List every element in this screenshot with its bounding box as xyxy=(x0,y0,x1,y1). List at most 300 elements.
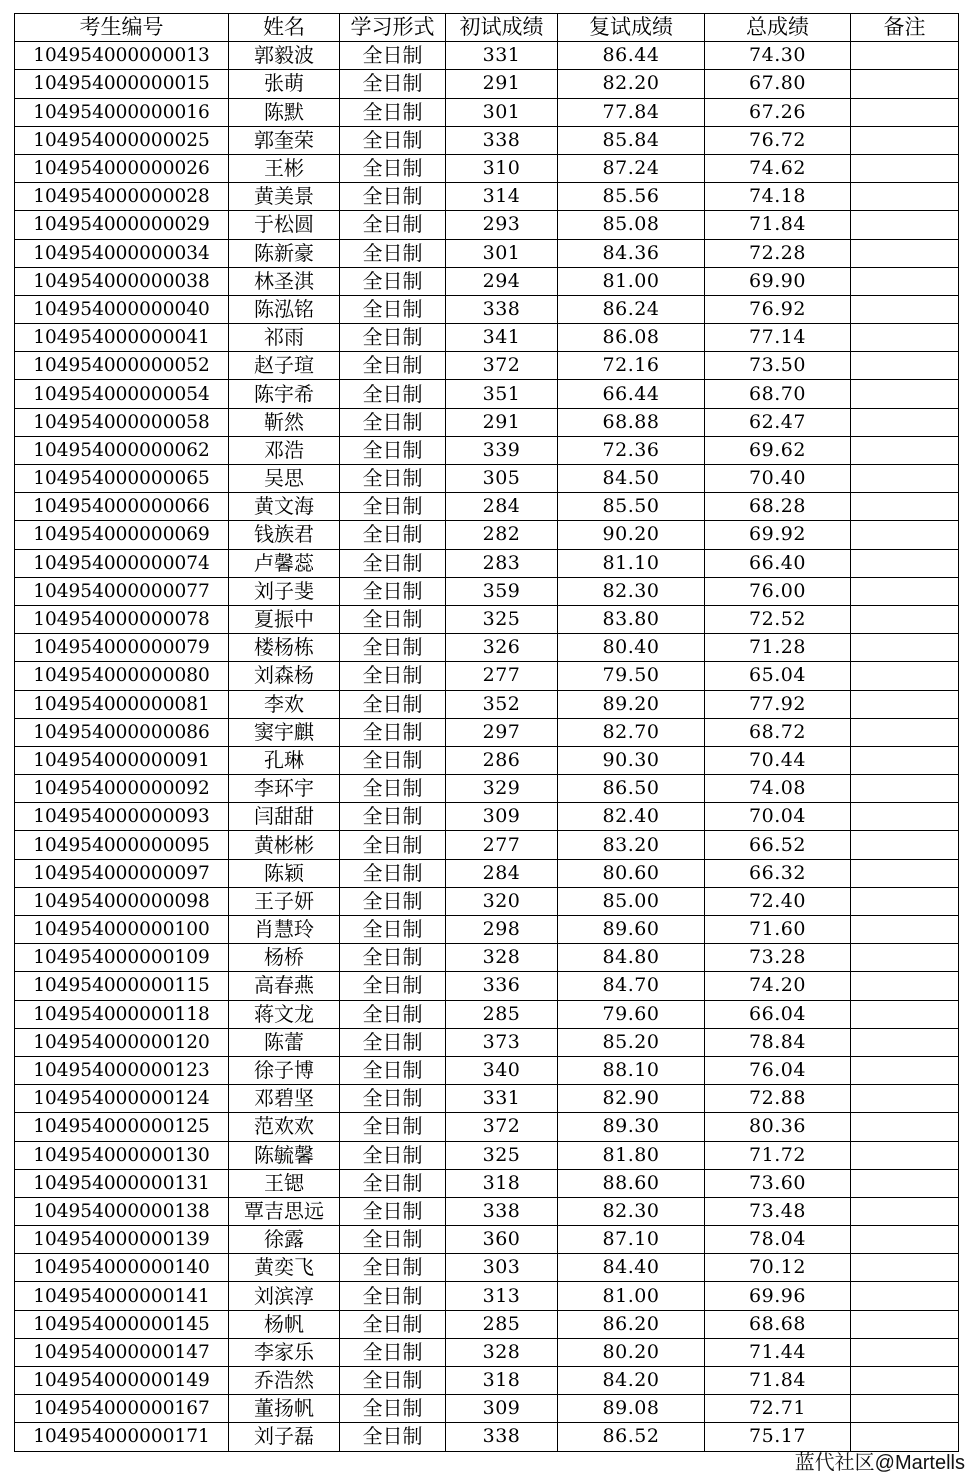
name-cell: 陈宇希 xyxy=(229,380,340,408)
remarks-cell xyxy=(851,662,959,690)
exam-id-cell: 104954000000052 xyxy=(15,352,229,380)
exam-id-cell: 104954000000034 xyxy=(15,239,229,267)
initial-score-cell: 320 xyxy=(446,887,558,915)
table-row xyxy=(15,211,959,239)
remarks-cell xyxy=(851,1000,959,1028)
table-row xyxy=(15,465,959,493)
name-cell: 覃吉思远 xyxy=(229,1197,340,1225)
exam-id-cell: 104954000000077 xyxy=(15,577,229,605)
name-cell: 黄美景 xyxy=(229,183,340,211)
exam-id-cell: 104954000000139 xyxy=(15,1226,229,1254)
exam-id-cell: 104954000000065 xyxy=(15,465,229,493)
retest-score-cell: 77.84 xyxy=(558,98,705,126)
retest-score-cell: 81.00 xyxy=(558,1282,705,1310)
exam-id-cell: 104954000000147 xyxy=(15,1338,229,1366)
name-cell: 刘滨淳 xyxy=(229,1282,340,1310)
table-row xyxy=(15,887,959,915)
initial-score-cell: 318 xyxy=(446,1169,558,1197)
total-score-cell: 80.36 xyxy=(705,1113,851,1141)
retest-score-cell: 81.80 xyxy=(558,1141,705,1169)
remarks-cell xyxy=(851,1282,959,1310)
table-row xyxy=(15,1395,959,1423)
name-cell: 董扬帆 xyxy=(229,1395,340,1423)
initial-score-cell: 328 xyxy=(446,1338,558,1366)
score-table xyxy=(14,13,959,1452)
initial-score-cell: 373 xyxy=(446,1028,558,1056)
total-score-cell: 71.28 xyxy=(705,634,851,662)
initial-score-cell: 286 xyxy=(446,746,558,774)
study-mode-cell: 全日制 xyxy=(340,577,446,605)
initial-score-cell: 285 xyxy=(446,1000,558,1028)
total-score-cell: 76.92 xyxy=(705,295,851,323)
exam-id-cell: 104954000000149 xyxy=(15,1367,229,1395)
table-row xyxy=(15,408,959,436)
table-row xyxy=(15,690,959,718)
remarks-cell xyxy=(851,521,959,549)
remarks-cell xyxy=(851,380,959,408)
total-score-cell: 74.20 xyxy=(705,972,851,1000)
total-score-cell: 70.40 xyxy=(705,465,851,493)
remarks-cell xyxy=(851,859,959,887)
retest-score-cell: 85.00 xyxy=(558,887,705,915)
total-score-cell: 71.84 xyxy=(705,211,851,239)
table-row xyxy=(15,521,959,549)
initial-score-cell: 309 xyxy=(446,803,558,831)
study-mode-cell: 全日制 xyxy=(340,972,446,1000)
exam-id-cell: 104954000000115 xyxy=(15,972,229,1000)
initial-score-cell: 341 xyxy=(446,324,558,352)
table-row xyxy=(15,1141,959,1169)
exam-id-cell: 104954000000131 xyxy=(15,1169,229,1197)
exam-id-cell: 104954000000025 xyxy=(15,126,229,154)
watermark: 蓝代社区@Martells xyxy=(794,1452,965,1474)
name-cell: 赵子瑄 xyxy=(229,352,340,380)
study-mode-cell: 全日制 xyxy=(340,465,446,493)
initial-score-cell: 351 xyxy=(446,380,558,408)
total-score-cell: 72.28 xyxy=(705,239,851,267)
study-mode-cell: 全日制 xyxy=(340,1367,446,1395)
total-score-cell: 69.92 xyxy=(705,521,851,549)
name-cell: 陈默 xyxy=(229,98,340,126)
table-row xyxy=(15,1197,959,1225)
total-score-cell: 76.00 xyxy=(705,577,851,605)
retest-score-cell: 84.20 xyxy=(558,1367,705,1395)
initial-score-cell: 372 xyxy=(446,352,558,380)
study-mode-cell: 全日制 xyxy=(340,380,446,408)
retest-score-cell: 87.24 xyxy=(558,154,705,182)
name-cell: 李家乐 xyxy=(229,1338,340,1366)
exam-id-cell: 104954000000120 xyxy=(15,1028,229,1056)
total-score-cell: 77.92 xyxy=(705,690,851,718)
name-cell: 刘子斐 xyxy=(229,577,340,605)
total-score-cell: 74.30 xyxy=(705,42,851,70)
remarks-cell xyxy=(851,887,959,915)
name-cell: 靳然 xyxy=(229,408,340,436)
exam-id-cell: 104954000000138 xyxy=(15,1197,229,1225)
study-mode-cell: 全日制 xyxy=(340,775,446,803)
remarks-cell xyxy=(851,577,959,605)
table-row xyxy=(15,972,959,1000)
exam-id-cell: 104954000000118 xyxy=(15,1000,229,1028)
study-mode-cell: 全日制 xyxy=(340,1028,446,1056)
exam-id-cell: 104954000000092 xyxy=(15,775,229,803)
total-score-cell: 76.72 xyxy=(705,126,851,154)
header-total-score: 总成绩 xyxy=(705,14,851,42)
name-cell: 高春燕 xyxy=(229,972,340,1000)
total-score-cell: 78.04 xyxy=(705,1226,851,1254)
exam-id-cell: 104954000000141 xyxy=(15,1282,229,1310)
remarks-cell xyxy=(851,1028,959,1056)
initial-score-cell: 338 xyxy=(446,1197,558,1225)
total-score-cell: 71.44 xyxy=(705,1338,851,1366)
table-row xyxy=(15,42,959,70)
total-score-cell: 78.84 xyxy=(705,1028,851,1056)
remarks-cell xyxy=(851,944,959,972)
exam-id-cell: 104954000000013 xyxy=(15,42,229,70)
initial-score-cell: 305 xyxy=(446,465,558,493)
name-cell: 祁雨 xyxy=(229,324,340,352)
name-cell: 黄奕飞 xyxy=(229,1254,340,1282)
header-initial-score: 初试成绩 xyxy=(446,14,558,42)
table-row xyxy=(15,831,959,859)
name-cell: 窦宇麒 xyxy=(229,718,340,746)
total-score-cell: 71.84 xyxy=(705,1367,851,1395)
total-score-cell: 76.04 xyxy=(705,1056,851,1084)
study-mode-cell: 全日制 xyxy=(340,634,446,662)
study-mode-cell: 全日制 xyxy=(340,493,446,521)
retest-score-cell: 81.00 xyxy=(558,267,705,295)
initial-score-cell: 331 xyxy=(446,42,558,70)
study-mode-cell: 全日制 xyxy=(340,803,446,831)
table-row xyxy=(15,1113,959,1141)
study-mode-cell: 全日制 xyxy=(340,662,446,690)
initial-score-cell: 329 xyxy=(446,775,558,803)
total-score-cell: 69.96 xyxy=(705,1282,851,1310)
initial-score-cell: 310 xyxy=(446,154,558,182)
table-row xyxy=(15,267,959,295)
name-cell: 徐子博 xyxy=(229,1056,340,1084)
table-row xyxy=(15,634,959,662)
exam-id-cell: 104954000000098 xyxy=(15,887,229,915)
retest-score-cell: 86.08 xyxy=(558,324,705,352)
study-mode-cell: 全日制 xyxy=(340,746,446,774)
total-score-cell: 73.48 xyxy=(705,1197,851,1225)
retest-score-cell: 79.50 xyxy=(558,662,705,690)
remarks-cell xyxy=(851,1169,959,1197)
total-score-cell: 73.28 xyxy=(705,944,851,972)
retest-score-cell: 82.30 xyxy=(558,1197,705,1225)
study-mode-cell: 全日制 xyxy=(340,98,446,126)
name-cell: 楼杨栋 xyxy=(229,634,340,662)
retest-score-cell: 85.08 xyxy=(558,211,705,239)
remarks-cell xyxy=(851,746,959,774)
table-header xyxy=(15,14,959,42)
study-mode-cell: 全日制 xyxy=(340,1141,446,1169)
total-score-cell: 74.62 xyxy=(705,154,851,182)
table-row xyxy=(15,1282,959,1310)
exam-id-cell: 104954000000016 xyxy=(15,98,229,126)
exam-id-cell: 104954000000069 xyxy=(15,521,229,549)
study-mode-cell: 全日制 xyxy=(340,352,446,380)
study-mode-cell: 全日制 xyxy=(340,154,446,182)
name-cell: 李欢 xyxy=(229,690,340,718)
exam-id-cell: 104954000000081 xyxy=(15,690,229,718)
retest-score-cell: 88.60 xyxy=(558,1169,705,1197)
name-cell: 陈蕾 xyxy=(229,1028,340,1056)
exam-id-cell: 104954000000086 xyxy=(15,718,229,746)
name-cell: 闫甜甜 xyxy=(229,803,340,831)
table-row xyxy=(15,352,959,380)
remarks-cell xyxy=(851,1197,959,1225)
name-cell: 陈毓馨 xyxy=(229,1141,340,1169)
study-mode-cell: 全日制 xyxy=(340,267,446,295)
initial-score-cell: 294 xyxy=(446,267,558,295)
name-cell: 杨帆 xyxy=(229,1310,340,1338)
exam-id-cell: 104954000000058 xyxy=(15,408,229,436)
study-mode-cell: 全日制 xyxy=(340,1338,446,1366)
initial-score-cell: 303 xyxy=(446,1254,558,1282)
exam-id-cell: 104954000000093 xyxy=(15,803,229,831)
table-row xyxy=(15,380,959,408)
remarks-cell xyxy=(851,1113,959,1141)
total-score-cell: 69.62 xyxy=(705,436,851,464)
exam-id-cell: 104954000000028 xyxy=(15,183,229,211)
name-cell: 邓浩 xyxy=(229,436,340,464)
retest-score-cell: 68.88 xyxy=(558,408,705,436)
retest-score-cell: 80.40 xyxy=(558,634,705,662)
study-mode-cell: 全日制 xyxy=(340,1423,446,1451)
remarks-cell xyxy=(851,803,959,831)
exam-id-cell: 104954000000054 xyxy=(15,380,229,408)
initial-score-cell: 338 xyxy=(446,126,558,154)
table-row xyxy=(15,549,959,577)
retest-score-cell: 86.24 xyxy=(558,295,705,323)
remarks-cell xyxy=(851,1254,959,1282)
name-cell: 张萌 xyxy=(229,70,340,98)
total-score-cell: 67.80 xyxy=(705,70,851,98)
remarks-cell xyxy=(851,605,959,633)
table-row xyxy=(15,1169,959,1197)
header-remarks: 备注 xyxy=(851,14,959,42)
table-row xyxy=(15,1367,959,1395)
retest-score-cell: 84.50 xyxy=(558,465,705,493)
exam-id-cell: 104954000000079 xyxy=(15,634,229,662)
exam-id-cell: 104954000000080 xyxy=(15,662,229,690)
total-score-cell: 68.68 xyxy=(705,1310,851,1338)
total-score-cell: 66.52 xyxy=(705,831,851,859)
remarks-cell xyxy=(851,154,959,182)
table-row xyxy=(15,718,959,746)
initial-score-cell: 277 xyxy=(446,831,558,859)
name-cell: 王彬 xyxy=(229,154,340,182)
retest-score-cell: 81.10 xyxy=(558,549,705,577)
retest-score-cell: 80.20 xyxy=(558,1338,705,1366)
study-mode-cell: 全日制 xyxy=(340,831,446,859)
table-row xyxy=(15,98,959,126)
total-score-cell: 75.17 xyxy=(705,1423,851,1451)
exam-id-cell: 104954000000140 xyxy=(15,1254,229,1282)
total-score-cell: 74.08 xyxy=(705,775,851,803)
table-row xyxy=(15,577,959,605)
remarks-cell xyxy=(851,436,959,464)
initial-score-cell: 297 xyxy=(446,718,558,746)
study-mode-cell: 全日制 xyxy=(340,1395,446,1423)
table-row xyxy=(15,803,959,831)
study-mode-cell: 全日制 xyxy=(340,70,446,98)
study-mode-cell: 全日制 xyxy=(340,324,446,352)
remarks-cell xyxy=(851,972,959,1000)
header-name: 姓名 xyxy=(229,14,340,42)
table-row xyxy=(15,1226,959,1254)
retest-score-cell: 89.20 xyxy=(558,690,705,718)
retest-score-cell: 89.30 xyxy=(558,1113,705,1141)
remarks-cell xyxy=(851,831,959,859)
initial-score-cell: 359 xyxy=(446,577,558,605)
study-mode-cell: 全日制 xyxy=(340,183,446,211)
exam-id-cell: 104954000000124 xyxy=(15,1085,229,1113)
remarks-cell xyxy=(851,295,959,323)
study-mode-cell: 全日制 xyxy=(340,718,446,746)
initial-score-cell: 282 xyxy=(446,521,558,549)
retest-score-cell: 89.60 xyxy=(558,916,705,944)
remarks-cell xyxy=(851,239,959,267)
retest-score-cell: 85.84 xyxy=(558,126,705,154)
study-mode-cell: 全日制 xyxy=(340,1169,446,1197)
study-mode-cell: 全日制 xyxy=(340,1000,446,1028)
study-mode-cell: 全日制 xyxy=(340,211,446,239)
total-score-cell: 66.32 xyxy=(705,859,851,887)
retest-score-cell: 66.44 xyxy=(558,380,705,408)
name-cell: 吴思 xyxy=(229,465,340,493)
table-row xyxy=(15,662,959,690)
study-mode-cell: 全日制 xyxy=(340,436,446,464)
remarks-cell xyxy=(851,493,959,521)
initial-score-cell: 318 xyxy=(446,1367,558,1395)
table-row xyxy=(15,746,959,774)
exam-id-cell: 104954000000091 xyxy=(15,746,229,774)
initial-score-cell: 338 xyxy=(446,295,558,323)
exam-id-cell: 104954000000130 xyxy=(15,1141,229,1169)
table-row xyxy=(15,493,959,521)
study-mode-cell: 全日制 xyxy=(340,690,446,718)
initial-score-cell: 372 xyxy=(446,1113,558,1141)
table-row xyxy=(15,1085,959,1113)
table-row xyxy=(15,126,959,154)
name-cell: 黄文海 xyxy=(229,493,340,521)
exam-id-cell: 104954000000125 xyxy=(15,1113,229,1141)
name-cell: 刘子磊 xyxy=(229,1423,340,1451)
total-score-cell: 77.14 xyxy=(705,324,851,352)
name-cell: 郭奎荣 xyxy=(229,126,340,154)
table-row xyxy=(15,916,959,944)
name-cell: 陈新豪 xyxy=(229,239,340,267)
retest-score-cell: 90.30 xyxy=(558,746,705,774)
study-mode-cell: 全日制 xyxy=(340,887,446,915)
initial-score-cell: 326 xyxy=(446,634,558,662)
remarks-cell xyxy=(851,1367,959,1395)
study-mode-cell: 全日制 xyxy=(340,549,446,577)
exam-id-cell: 104954000000062 xyxy=(15,436,229,464)
study-mode-cell: 全日制 xyxy=(340,1226,446,1254)
retest-score-cell: 85.56 xyxy=(558,183,705,211)
name-cell: 乔浩然 xyxy=(229,1367,340,1395)
remarks-cell xyxy=(851,211,959,239)
exam-id-cell: 104954000000171 xyxy=(15,1423,229,1451)
initial-score-cell: 325 xyxy=(446,605,558,633)
remarks-cell xyxy=(851,1395,959,1423)
retest-score-cell: 84.36 xyxy=(558,239,705,267)
study-mode-cell: 全日制 xyxy=(340,239,446,267)
remarks-cell xyxy=(851,465,959,493)
exam-id-cell: 104954000000015 xyxy=(15,70,229,98)
retest-score-cell: 82.90 xyxy=(558,1085,705,1113)
retest-score-cell: 72.16 xyxy=(558,352,705,380)
initial-score-cell: 340 xyxy=(446,1056,558,1084)
study-mode-cell: 全日制 xyxy=(340,1085,446,1113)
exam-id-cell: 104954000000095 xyxy=(15,831,229,859)
table-row xyxy=(15,944,959,972)
table-body xyxy=(15,42,959,1451)
table-row xyxy=(15,239,959,267)
study-mode-cell: 全日制 xyxy=(340,859,446,887)
study-mode-cell: 全日制 xyxy=(340,295,446,323)
study-mode-cell: 全日制 xyxy=(340,126,446,154)
total-score-cell: 70.44 xyxy=(705,746,851,774)
header-retest-score: 复试成绩 xyxy=(558,14,705,42)
retest-score-cell: 87.10 xyxy=(558,1226,705,1254)
remarks-cell xyxy=(851,408,959,436)
study-mode-cell: 全日制 xyxy=(340,521,446,549)
initial-score-cell: 314 xyxy=(446,183,558,211)
name-cell: 刘森杨 xyxy=(229,662,340,690)
table-row xyxy=(15,183,959,211)
initial-score-cell: 313 xyxy=(446,1282,558,1310)
name-cell: 蒋文龙 xyxy=(229,1000,340,1028)
retest-score-cell: 90.20 xyxy=(558,521,705,549)
total-score-cell: 62.47 xyxy=(705,408,851,436)
remarks-cell xyxy=(851,42,959,70)
remarks-cell xyxy=(851,126,959,154)
initial-score-cell: 338 xyxy=(446,1423,558,1451)
exam-id-cell: 104954000000109 xyxy=(15,944,229,972)
initial-score-cell: 328 xyxy=(446,944,558,972)
table-row xyxy=(15,1310,959,1338)
study-mode-cell: 全日制 xyxy=(340,42,446,70)
initial-score-cell: 336 xyxy=(446,972,558,1000)
retest-score-cell: 72.36 xyxy=(558,436,705,464)
retest-score-cell: 84.80 xyxy=(558,944,705,972)
remarks-cell xyxy=(851,718,959,746)
table-row xyxy=(15,295,959,323)
name-cell: 孔琳 xyxy=(229,746,340,774)
remarks-cell xyxy=(851,324,959,352)
table-row xyxy=(15,70,959,98)
remarks-cell xyxy=(851,775,959,803)
remarks-cell xyxy=(851,549,959,577)
retest-score-cell: 82.20 xyxy=(558,70,705,98)
initial-score-cell: 291 xyxy=(446,408,558,436)
name-cell: 卢馨蕊 xyxy=(229,549,340,577)
initial-score-cell: 298 xyxy=(446,916,558,944)
name-cell: 王锶 xyxy=(229,1169,340,1197)
remarks-cell xyxy=(851,1085,959,1113)
name-cell: 陈颖 xyxy=(229,859,340,887)
table-row xyxy=(15,154,959,182)
total-score-cell: 69.90 xyxy=(705,267,851,295)
study-mode-cell: 全日制 xyxy=(340,1113,446,1141)
table-row xyxy=(15,1254,959,1282)
retest-score-cell: 86.20 xyxy=(558,1310,705,1338)
